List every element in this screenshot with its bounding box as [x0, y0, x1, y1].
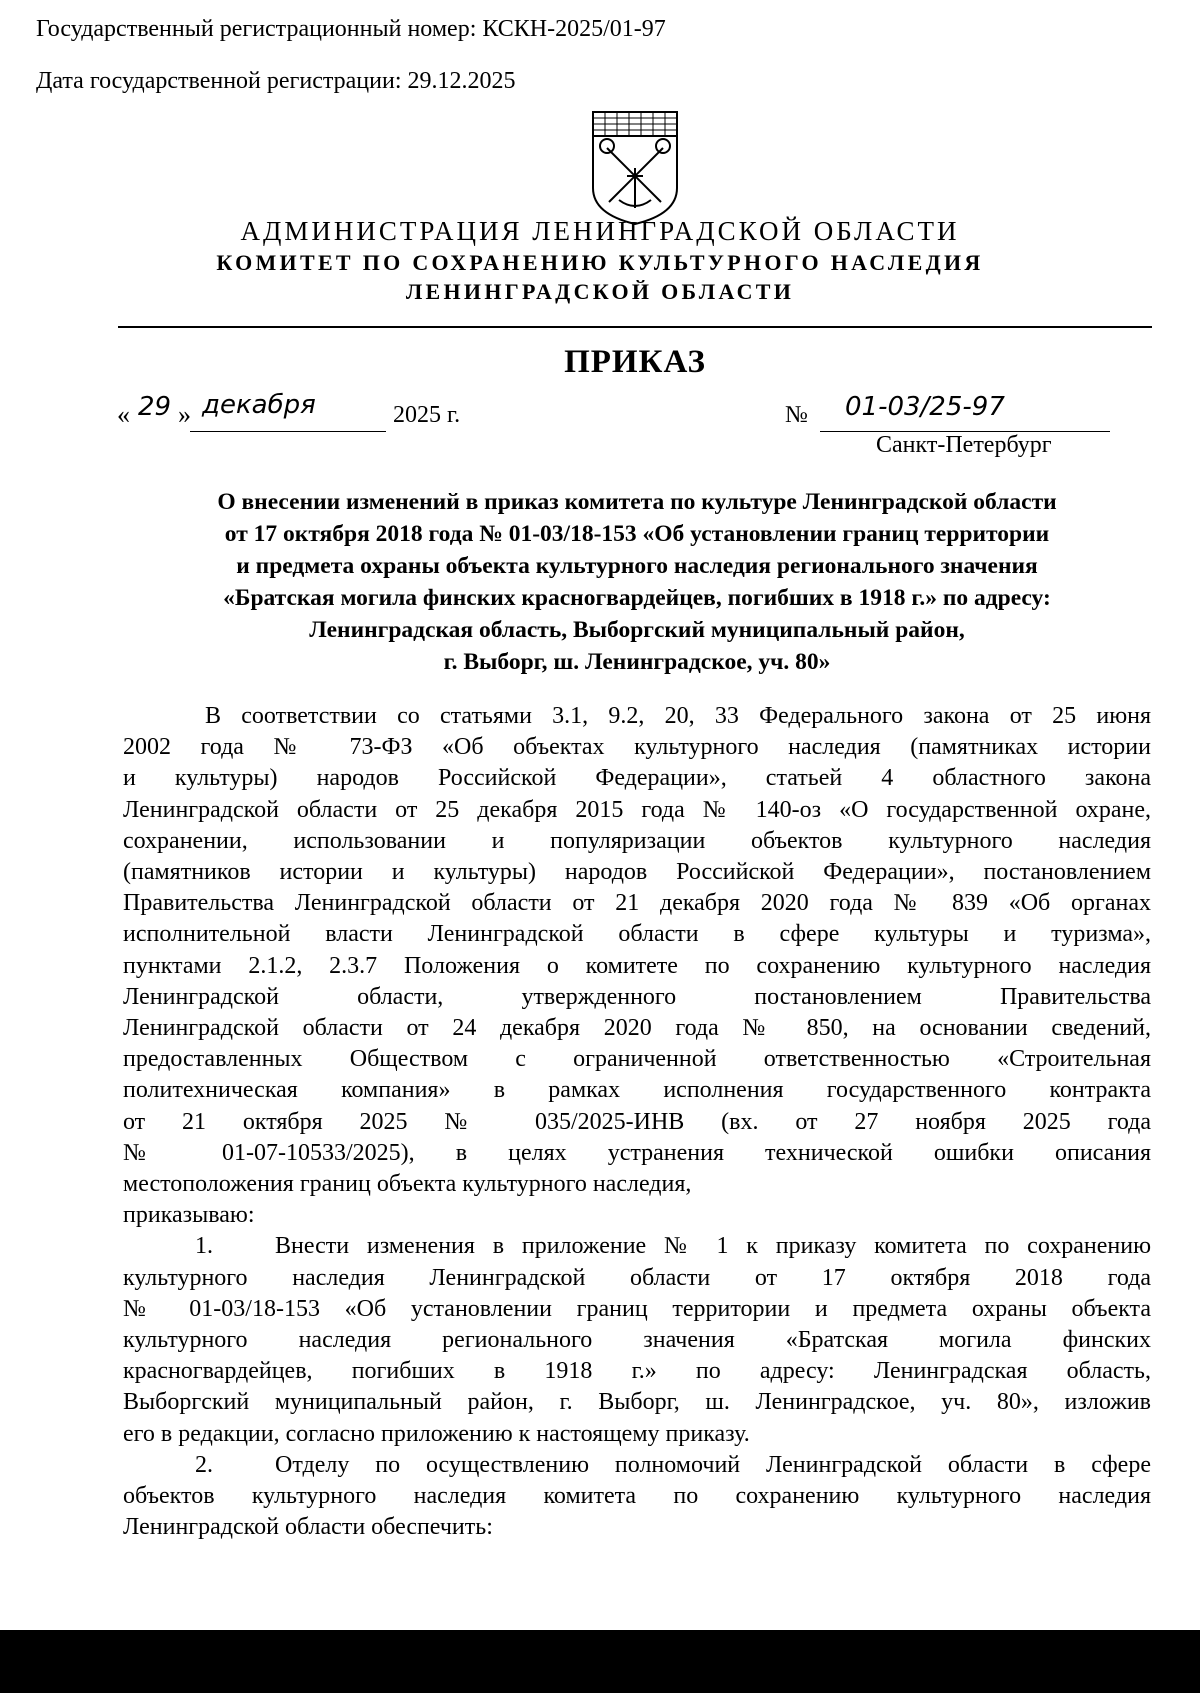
registration-number: Государственный регистрационный номер: КСКН-2025/01-97	[36, 16, 666, 42]
body-line: Правительства Ленинградской области от 21 декабря 2020 года № 839 «Об органах	[123, 890, 1151, 917]
body-line: пунктами 2.1.2, 2.3.7 Положения о комитете по сохранению культурного наследия	[123, 952, 1151, 979]
body-line: и культуры) народов Российской Федерации», статьей 4 областного закона	[123, 765, 1151, 792]
date-close-quote: »	[178, 400, 191, 429]
registration-date: Дата государственной регистрации: 29.12.2025	[36, 68, 516, 94]
order-city: Санкт-Петербург	[876, 432, 1052, 458]
title-line: Ленинградская область, Выборгский муниципальный район,	[309, 617, 965, 643]
body-line: предоставленных Обществом с ограниченной ответственностью «Строительная	[123, 1046, 1151, 1073]
title-line: О внесении изменений в приказ комитета по культуре Ленинградской области	[217, 489, 1057, 515]
document-body	[123, 701, 1151, 1543]
title-line: от 17 октября 2018 года № 01-03/18-153 «Об установлении границ территории	[224, 521, 1050, 547]
header-divider	[118, 326, 1152, 328]
body-line: Ленинградской области, утвержденного постановлением Правительства	[123, 983, 1151, 1010]
committee-region: ЛЕНИНГРАДСКОЙ ОБЛАСТИ	[405, 279, 795, 304]
order-day: 29	[138, 392, 172, 422]
document-type: ПРИКАЗ	[564, 344, 706, 380]
body-line: 2002 года № 73-ФЗ «Об объектах культурного наследия (памятниках истории	[123, 734, 1151, 761]
item-text: Внести изменения в приложение № 1 к приказу комитета по сохранению	[275, 1233, 1151, 1260]
list-item-line: объектов культурного наследия комитета по сохранению культурного наследия	[123, 1483, 1151, 1510]
list-item-line: культурного наследия Ленинградской области от 17 октября 2018 года	[123, 1264, 1151, 1291]
body-line: № 01-07-10533/2025), в целях устранения технической ошибки описания	[123, 1139, 1151, 1166]
item-number: 1.	[195, 1233, 213, 1260]
body-line: местоположения границ объекта культурного наследия,	[123, 1171, 692, 1198]
order-number: 01-03/25-97	[845, 392, 1005, 422]
body-line: приказываю:	[123, 1202, 255, 1229]
date-underline	[190, 431, 386, 432]
document-title	[122, 486, 1152, 678]
administration-name: АДМИНИСТРАЦИЯ ЛЕНИНГРАДСКОЙ ОБЛАСТИ	[240, 216, 960, 246]
list-item-line: Ленинградской области обеспечить:	[123, 1514, 493, 1541]
order-month: декабря	[202, 390, 316, 420]
body-line: от 21 октября 2025 № 035/2025-ИНВ (вх. от 27 ноября 2025 года	[123, 1108, 1151, 1135]
scan-edge-bar	[0, 1630, 1200, 1693]
body-line: (памятников истории и культуры) народов Российской Федерации», постановлением	[123, 859, 1151, 886]
committee-name: КОМИТЕТ ПО СОХРАНЕНИЮ КУЛЬТУРНОГО НАСЛЕДИЯ	[216, 250, 984, 275]
order-year: 2025 г.	[393, 402, 461, 428]
list-item-line: красногвардейцев, погибших в 1918 г.» по адресу: Ленинградская область,	[123, 1358, 1151, 1385]
list-item-line: Выборгский муниципальный район, г. Выборг, ш. Ленинградское, уч. 80», изложив	[123, 1389, 1151, 1416]
title-line: и предмета охраны объекта культурного наследия регионального значения	[236, 553, 1038, 579]
coat-of-arms-icon	[589, 108, 681, 226]
list-item-first-line	[123, 1450, 1151, 1481]
body-line: сохранении, использовании и популяризации объектов культурного наследия	[123, 827, 1151, 854]
list-item-line: № 01-03/18-153 «Об установлении границ территории и предмета охраны объекта	[123, 1295, 1151, 1322]
list-item-first-line	[123, 1231, 1151, 1262]
title-line: «Братская могила финских красногвардейцев, погибших в 1918 г.» по адресу:	[223, 585, 1051, 611]
body-line: Ленинградской области от 25 декабря 2015 года № 140-оз «О государственной охране,	[123, 796, 1151, 823]
item-number: 2.	[195, 1451, 213, 1478]
body-line: В соответствии со статьями 3.1, 9.2, 20, 33 Федерального закона от 25 июня	[205, 703, 1151, 729]
list-item-line: культурного наследия регионального значения «Братская могила финских	[123, 1327, 1151, 1354]
body-line: исполнительной власти Ленинградской области в сфере культуры и туризма»,	[123, 921, 1151, 948]
order-number-sign: №	[785, 402, 808, 428]
body-line: Ленинградской области от 24 декабря 2020 года № 850, на основании сведений,	[123, 1015, 1151, 1042]
title-line: г. Выборг, ш. Ленинградское, уч. 80»	[443, 649, 831, 675]
date-open-quote: «	[117, 400, 130, 429]
body-line: политехническая компания» в рамках исполнения государственного контракта	[123, 1077, 1151, 1104]
list-item-line: его в редакции, согласно приложению к настоящему приказу.	[123, 1420, 750, 1447]
item-text: Отделу по осуществлению полномочий Ленинградской области в сфере	[275, 1451, 1151, 1478]
